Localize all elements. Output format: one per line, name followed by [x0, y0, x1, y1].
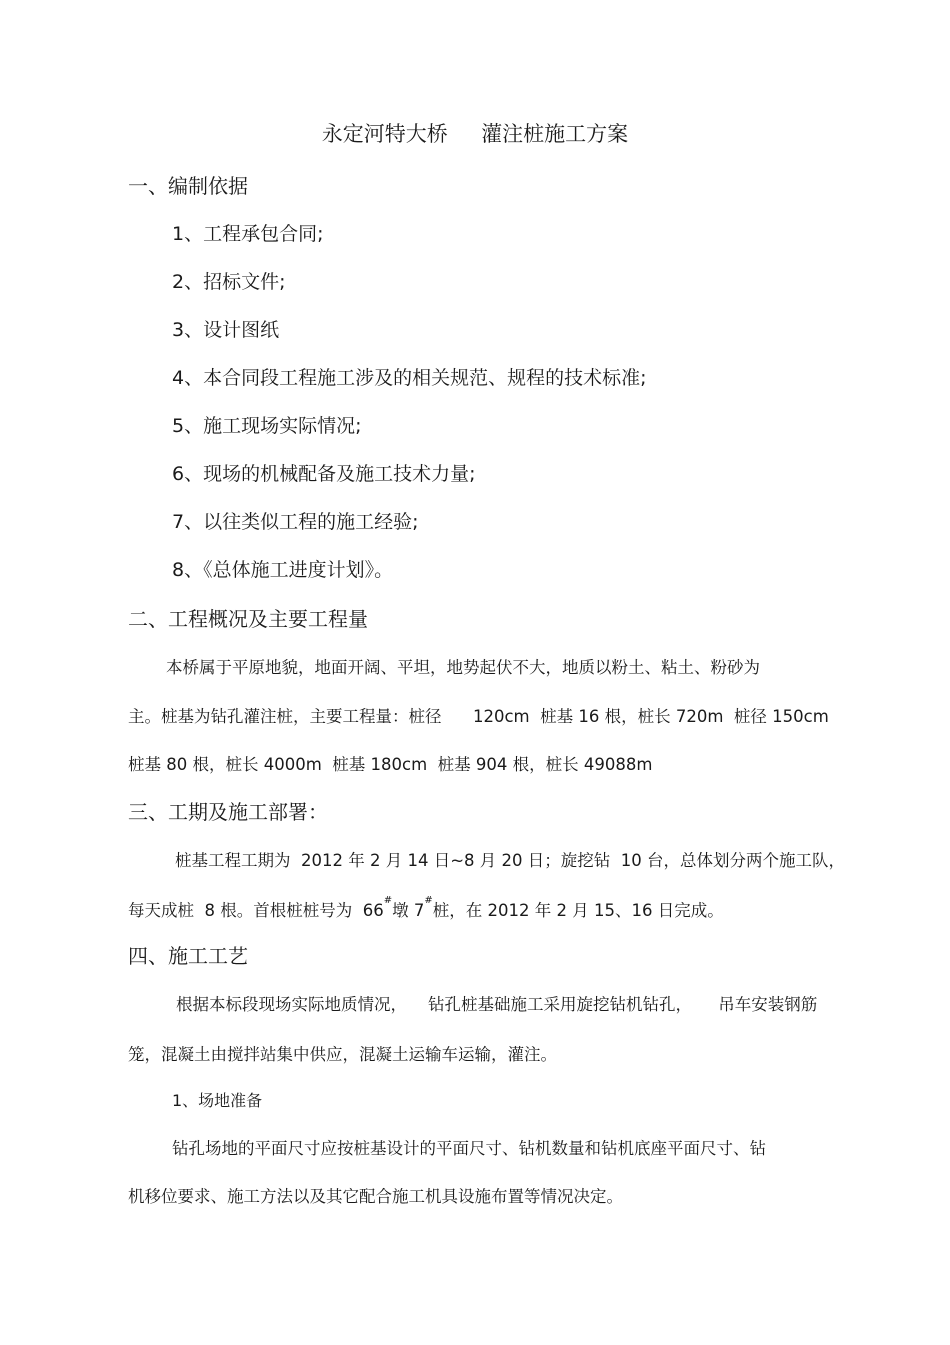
- subsection-heading-site-prep: 1、场地准备: [172, 1091, 263, 1110]
- list-item: 7、以往类似工程的施工经验;: [172, 511, 419, 533]
- paragraph-line: 本桥属于平原地貌，地面开阔、平坦，地势起伏不大，地质以粉土、粘土、粉砂为: [166, 658, 760, 677]
- paragraph-line: 钻孔场地的平面尺寸应按桩基设计的平面尺寸、钻机数量和钻机底座平面尺寸、钻: [172, 1139, 766, 1158]
- paragraph-line: 主。桩基为钻孔灌注桩，主要工程量：桩径 120cm 桩基 16 根，桩长 720m 桩径 150cm: [128, 707, 829, 726]
- document-title: 永定河特大桥 灌注桩施工方案: [321, 122, 629, 146]
- text-fragment: 墩 7: [392, 901, 425, 920]
- list-item: 5、施工现场实际情况;: [172, 415, 362, 437]
- paragraph-line: 桩基 80 根，桩长 4000m 桩基 180cm 桩基 904 根，桩长 49088m: [128, 755, 653, 774]
- list-item: 3、设计图纸: [172, 319, 280, 341]
- superscript-mark: #: [383, 895, 393, 906]
- list-item: 2、招标文件;: [172, 271, 286, 293]
- paragraph-line: 桩基工程工期为 2012 年 2 月 14 日~8 月 20 日；旋挖钻 10 台，总体划分两个施工队，: [175, 851, 845, 870]
- paragraph-line: 机移位要求、施工方法以及其它配合施工机具设施布置等情况决定。: [128, 1187, 623, 1206]
- section-heading-overview: 二、工程概况及主要工程量: [128, 607, 368, 631]
- list-item: 8、《总体施工进度计划》。: [172, 559, 394, 581]
- list-item: 6、现场的机械配备及施工技术力量;: [172, 463, 476, 485]
- list-item: 4、本合同段工程施工涉及的相关规范、规程的技术标准;: [172, 367, 647, 389]
- paragraph-line: [128, 897, 724, 921]
- section-heading-schedule: 三、工期及施工部署：: [128, 800, 328, 824]
- paragraph-line: 根据本标段现场实际地质情况， 钻孔桩基础施工采用旋挖钻机钻孔， 吊车安装钢筋: [176, 995, 818, 1014]
- section-heading-basis: 一、编制依据: [128, 174, 248, 198]
- section-heading-process: 四、施工工艺: [128, 944, 248, 968]
- paragraph-line: 笼，混凝土由搅拌站集中供应，混凝土运输车运输，灌注。: [128, 1045, 557, 1064]
- text-fragment: 桩，在 2012 年 2 月 15、16 日完成。: [432, 901, 724, 920]
- list-item: 1、工程承包合同;: [172, 223, 324, 245]
- superscript-mark: #: [424, 895, 433, 906]
- text-fragment: 每天成桩 8 根。首根桩桩号为 66: [128, 901, 384, 920]
